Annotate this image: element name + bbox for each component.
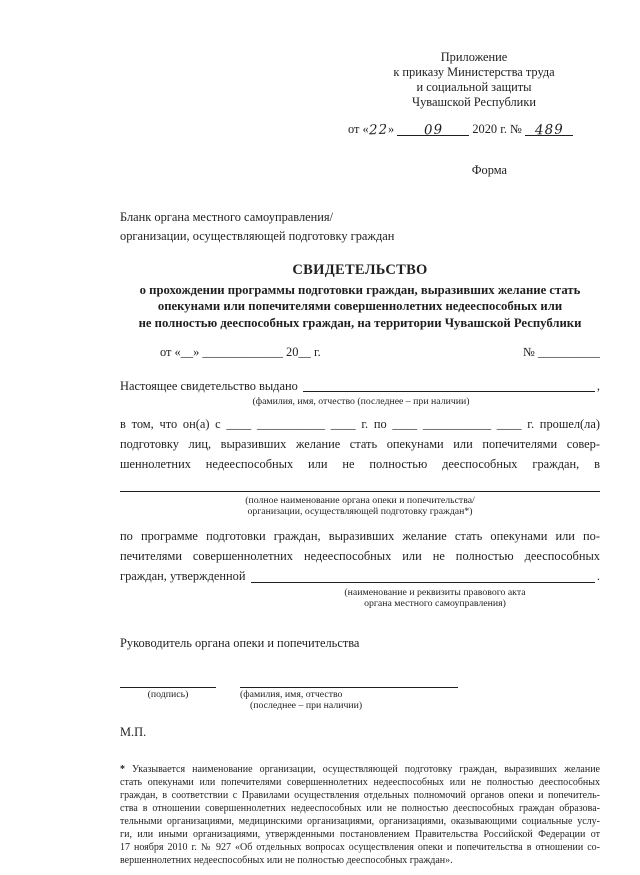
month-blank bbox=[397, 123, 469, 136]
legal-act-caption: (наименование и реквизиты правового акта bbox=[344, 586, 526, 598]
date-prefix: от « bbox=[348, 121, 369, 136]
training-line: подготовку лиц, выразивших желание стать опекунами или попечителями совер- bbox=[120, 436, 600, 451]
subtitle-line: о прохождении программы подготовки граждан, выразивших желание стать bbox=[139, 282, 581, 297]
order-date-line bbox=[348, 121, 600, 137]
program-line: печителями совершеннолетних недееспособных или не полностью дееспособных bbox=[120, 549, 600, 563]
date-middle: 2020 г. № bbox=[469, 121, 526, 136]
stamp-placeholder: М.П. bbox=[120, 725, 147, 740]
organization-caption: (полное наименование органа опеки и попечительства/ bbox=[245, 494, 475, 506]
program-line: по программе подготовки граждан, выразивших желание стать опекунами или по- bbox=[120, 529, 600, 544]
footnote-line: тельными организациями, медицинскими организациями, организациями, оказывающими социальные услу- bbox=[120, 815, 600, 827]
recipient-line bbox=[120, 377, 600, 397]
footnote bbox=[120, 763, 600, 867]
legal-act-caption: органа местного самоуправления) bbox=[364, 598, 506, 610]
document-title: СВИДЕТЕЛЬСТВО bbox=[292, 262, 428, 279]
footnote-line: ги, или иными организациями, утвержденными постановлением Правительства Российской Федерации от bbox=[120, 828, 600, 840]
signer-role: Руководитель органа опеки и попечительства bbox=[120, 636, 360, 651]
training-line: шеннолетних недееспособных или не полностью дееспособных граждан, в bbox=[120, 456, 600, 471]
program-lead: граждан, утвержденной bbox=[120, 568, 246, 583]
subtitle-line: опекунами или попечителями совершеннолетних недееспособных или bbox=[157, 299, 563, 314]
certificate-number-blank: № __________ bbox=[523, 345, 600, 360]
signature-blank bbox=[120, 686, 216, 688]
handwritten-day: 22 bbox=[368, 121, 389, 138]
signature-captions bbox=[120, 689, 600, 713]
footnote-line: вершеннолетних недееспособных или не полностью дееспособных граждан». bbox=[120, 854, 453, 866]
signature-row bbox=[120, 686, 600, 688]
document-subtitle bbox=[120, 282, 600, 332]
organization-caption: организации, осуществляющей подготовку граждан*) bbox=[247, 506, 473, 518]
signer-name-blank bbox=[240, 686, 458, 688]
signer-name-caption-line: (последнее – при наличии) bbox=[250, 700, 363, 712]
appendix-line: к приказу Министерства труда bbox=[393, 64, 555, 79]
handwritten-month: 09 bbox=[423, 121, 444, 138]
paragraph-recipient bbox=[120, 377, 600, 397]
signer-name-caption-line: (фамилия, имя, отчество bbox=[240, 688, 343, 700]
issuer-line: организации, осуществляющей подготовку граждан bbox=[120, 228, 395, 243]
paragraph-training bbox=[120, 415, 600, 492]
footnote-line: стать опекунами или попечителями совершеннолетних недееспособных или не полностью дееспособных bbox=[120, 776, 600, 788]
footnote-line: ства в отношении совершеннолетних недееспособных или не полностью дееспособных граждан образова- bbox=[120, 802, 600, 814]
appendix-header bbox=[348, 50, 600, 137]
paragraph-program bbox=[120, 527, 600, 587]
date-number-row bbox=[120, 345, 600, 361]
recipient-caption: (фамилия, имя, отчество (последнее – при наличии) bbox=[252, 396, 470, 408]
appendix-line: и социальной защиты bbox=[416, 79, 532, 94]
signer-name-caption bbox=[240, 689, 362, 713]
footnote-line: 17 ноября 2010 г. № 927 «Об отдельных вопросах осуществления опеки и попечительства в отношении со- bbox=[120, 841, 600, 853]
recipient-trailing: , bbox=[596, 378, 600, 393]
issuer-blank-header bbox=[120, 208, 600, 245]
footnote-text: Указывается наименование организации, осуществляющей подготовку граждан, выразивших желание bbox=[132, 763, 600, 775]
recipient-lead: Настоящее свидетельство выдано bbox=[120, 378, 298, 393]
footnote-line: граждан, в соответствии с Правилами осуществления отдельных полномочий органов опеки и попечитель- bbox=[120, 789, 600, 801]
training-line: в том, что он(а) с ____ ___________ ____ г. по ____ ___________ ____ г. прошел(ла) bbox=[120, 417, 600, 432]
order-number-blank bbox=[525, 123, 573, 136]
appendix-line: Приложение bbox=[440, 50, 508, 64]
date-close-quote: » bbox=[387, 121, 395, 136]
certificate-date-blank: от «__» _____________ 20__ г. bbox=[160, 345, 321, 360]
subtitle-line: не полностью дееспособных граждан, на территории Чувашской Республики bbox=[138, 315, 582, 330]
organization-name-blank bbox=[120, 475, 600, 492]
footnote-line bbox=[120, 763, 600, 776]
recipient-name-blank bbox=[303, 391, 595, 392]
handwritten-number: 489 bbox=[534, 121, 564, 138]
program-approval-line bbox=[120, 567, 600, 587]
appendix-line: Чувашской Республики bbox=[412, 94, 536, 109]
issuer-line: Бланк органа местного самоуправления/ bbox=[120, 210, 334, 225]
forma-label: Форма bbox=[471, 162, 507, 177]
footnote-marker: * bbox=[120, 763, 125, 775]
program-trailing: . bbox=[596, 568, 600, 583]
signature-caption: (подпись) bbox=[147, 688, 189, 700]
legal-act-blank bbox=[251, 582, 595, 583]
